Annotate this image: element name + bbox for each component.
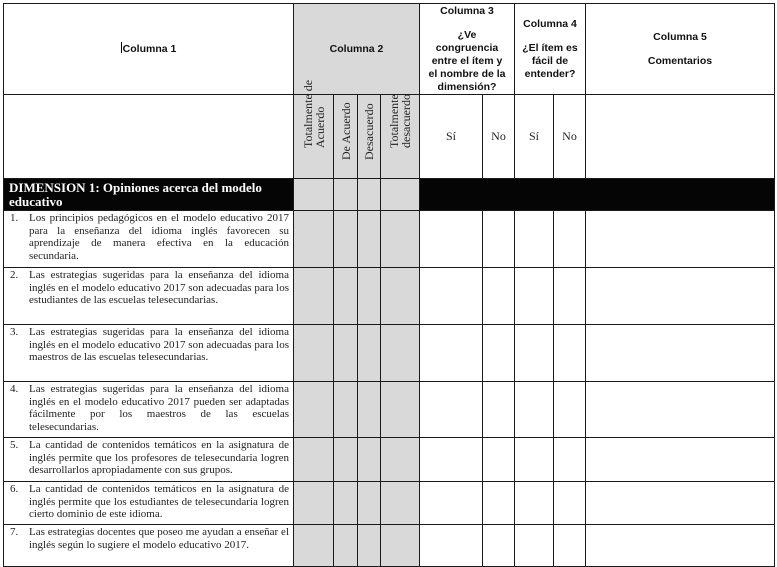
item-1: 1. Los principios pedagógicos en el modelo educativo 2017 para la enseñanza del idioma inglés favorecen su aprendizaje de manera efectiva en la educación secundaria.: [4, 211, 294, 268]
header-col3: [420, 4, 515, 95]
col3-no: No: [483, 95, 515, 179]
col3-title: Columna 3: [440, 5, 494, 17]
table-row: [4, 438, 775, 482]
item-3: 3. Las estrategias sugeridas para la enseñanza del idioma inglés en el modelo educativo 2017 son adecuadas para los maestros de las escuelas telesecundarias.: [4, 325, 294, 382]
answer-cell[interactable]: [554, 382, 586, 438]
header-col4: [515, 4, 586, 95]
rating-cell[interactable]: [334, 438, 358, 482]
comment-cell[interactable]: [586, 438, 775, 482]
rating-cell[interactable]: [358, 211, 381, 268]
rating-cell[interactable]: [358, 325, 381, 382]
col5-sub-empty: [586, 95, 775, 179]
validation-table: [3, 3, 775, 567]
dimension-label: DIMENSION 1: Opiniones acerca del modelo educativo: [4, 179, 294, 211]
answer-cell[interactable]: [554, 268, 586, 325]
answer-cell[interactable]: [483, 211, 515, 268]
answer-cell[interactable]: [483, 482, 515, 525]
comment-cell[interactable]: [586, 482, 775, 525]
scale-totalmente-desacuerdo: Totalmente desacuerdo: [381, 95, 420, 179]
cell: [294, 179, 334, 211]
comment-cell[interactable]: [586, 325, 775, 382]
rating-cell[interactable]: [334, 268, 358, 325]
answer-cell[interactable]: [420, 525, 483, 567]
answer-cell[interactable]: [483, 438, 515, 482]
answer-cell[interactable]: [554, 525, 586, 567]
rating-cell[interactable]: [358, 438, 381, 482]
rating-cell[interactable]: [294, 382, 334, 438]
answer-cell[interactable]: [554, 211, 586, 268]
rating-cell[interactable]: [294, 482, 334, 525]
rating-cell[interactable]: [334, 525, 358, 567]
answer-cell[interactable]: [515, 482, 554, 525]
answer-cell[interactable]: [515, 325, 554, 382]
cell: [334, 179, 358, 211]
header-col5: [586, 4, 775, 95]
col4-question: ¿El ítem es fácil de entender?: [522, 41, 578, 80]
answer-cell[interactable]: [420, 438, 483, 482]
comment-cell[interactable]: [586, 268, 775, 325]
rating-cell[interactable]: [294, 268, 334, 325]
text-cursor: [121, 42, 122, 53]
col4-title: Columna 4: [523, 17, 577, 30]
rating-cell[interactable]: [334, 211, 358, 268]
answer-cell[interactable]: [515, 268, 554, 325]
answer-cell[interactable]: [483, 525, 515, 567]
col3-si: Sí: [420, 95, 483, 179]
answer-cell[interactable]: [420, 268, 483, 325]
table-row: [4, 268, 775, 325]
comment-cell[interactable]: [586, 525, 775, 567]
rating-cell[interactable]: [381, 268, 420, 325]
answer-cell[interactable]: [420, 482, 483, 525]
col5-title: Columna 5: [653, 30, 707, 43]
rating-cell[interactable]: [334, 482, 358, 525]
answer-cell[interactable]: [420, 211, 483, 268]
col3-question: ¿Ve congruencia entre el ítem y el nombre de la dimensión?: [428, 29, 506, 93]
answer-cell[interactable]: [515, 382, 554, 438]
subheader-empty: [4, 95, 294, 179]
header-col1[interactable]: Columna 1: [4, 4, 294, 95]
rating-cell[interactable]: [381, 325, 420, 382]
item-6: 6. La cantidad de contenidos temáticos en la asignatura de inglés permite que los estudiantes de telesecundaria logren cierto dominio de este idioma.: [4, 482, 294, 525]
rating-cell[interactable]: [381, 438, 420, 482]
answer-cell[interactable]: [515, 525, 554, 567]
rating-cell[interactable]: [381, 211, 420, 268]
comment-cell[interactable]: [586, 382, 775, 438]
scale-desacuerdo: Desacuerdo: [358, 95, 381, 179]
scale-totalmente-acuerdo: Totalmente de Acuerdo: [294, 95, 334, 179]
table-row: [4, 382, 775, 438]
scale-de-acuerdo: De Acuerdo: [334, 95, 358, 179]
dimension-bar: [420, 179, 775, 211]
item-7: 7. Las estrategias docentes que poseo me ayudan a enseñar el inglés según lo sugiere el modelo educativo 2017.: [4, 525, 294, 567]
rating-cell[interactable]: [381, 482, 420, 525]
item-4: 4. Las estrategias sugeridas para la enseñanza del idioma inglés en el modelo educativo 2017 pueden ser adaptadas fácilmente por los maestros de las escuelas telesecundarias.: [4, 382, 294, 438]
cell: [358, 179, 381, 211]
answer-cell[interactable]: [483, 382, 515, 438]
table-row: [4, 482, 775, 525]
answer-cell[interactable]: [554, 325, 586, 382]
rating-cell[interactable]: [358, 525, 381, 567]
item-5: 5. La cantidad de contenidos temáticos en la asignatura de inglés permite que los profesores de telesecundaria logren desarrollarlos apropiadamente con sus grupos.: [4, 438, 294, 482]
subheader-row: [4, 95, 775, 179]
table-row: [4, 325, 775, 382]
rating-cell[interactable]: [381, 525, 420, 567]
rating-cell[interactable]: [334, 382, 358, 438]
answer-cell[interactable]: [483, 268, 515, 325]
rating-cell[interactable]: [381, 382, 420, 438]
dimension-row: [4, 179, 775, 211]
answer-cell[interactable]: [515, 438, 554, 482]
comment-cell[interactable]: [586, 211, 775, 268]
header-col2: Columna 2: [294, 4, 420, 95]
table-row: [4, 525, 775, 567]
answer-cell[interactable]: [483, 325, 515, 382]
rating-cell[interactable]: [358, 268, 381, 325]
rating-cell[interactable]: [294, 211, 334, 268]
table-row: [4, 211, 775, 268]
answer-cell[interactable]: [515, 211, 554, 268]
answer-cell[interactable]: [554, 438, 586, 482]
rating-cell[interactable]: [294, 325, 334, 382]
rating-cell[interactable]: [358, 382, 381, 438]
rating-cell[interactable]: [358, 482, 381, 525]
rating-cell[interactable]: [294, 525, 334, 567]
col4-si: Sí: [515, 95, 554, 179]
cell: [381, 179, 420, 211]
answer-cell[interactable]: [554, 482, 586, 525]
col5-subtitle: Comentarios: [647, 54, 713, 67]
rating-cell[interactable]: [334, 325, 358, 382]
col4-no: No: [554, 95, 586, 179]
item-2: 2. Las estrategias sugeridas para la enseñanza del idioma inglés en el modelo educativo 2017 son adecuadas para los estudiantes de las escuelas telesecundarias.: [4, 268, 294, 325]
answer-cell[interactable]: [420, 382, 483, 438]
answer-cell[interactable]: [420, 325, 483, 382]
rating-cell[interactable]: [294, 438, 334, 482]
